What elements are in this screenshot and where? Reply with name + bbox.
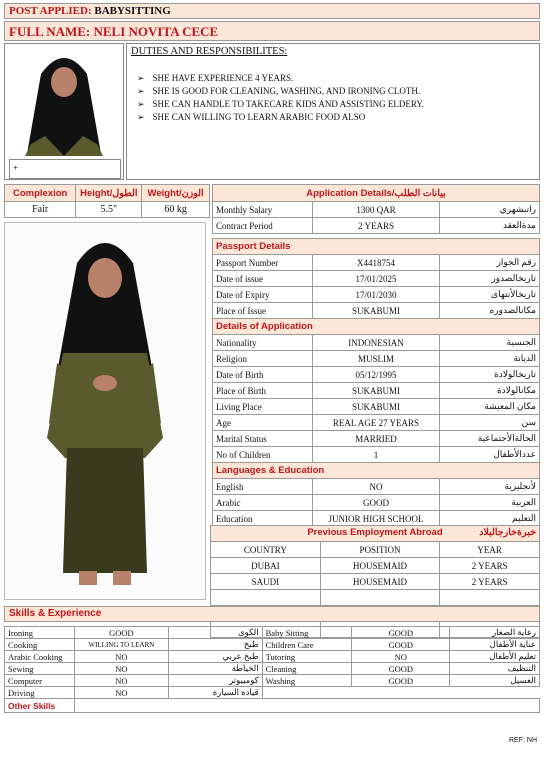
- weight-value: 60 kg: [142, 202, 210, 218]
- post-applied-bar: [4, 3, 540, 19]
- ref-footer: REF: NH: [509, 737, 537, 744]
- small-photo-frame: [4, 43, 124, 180]
- table-row: Passport Number X4418754 رقم الجواز: [213, 255, 540, 271]
- full-name-label: FULL NAME:: [9, 24, 91, 39]
- full-body-photo: [5, 223, 205, 599]
- full-name-bar: [4, 21, 540, 41]
- table-row: Nationality INDONESIAN الجنسية: [213, 335, 540, 351]
- table-row: [211, 590, 540, 606]
- table-row: DUBAI HOUSEMAID 2 YEARS: [211, 558, 540, 574]
- table-row: Sewing NO الخياطة Cleaning GOOD التنظيف: [5, 663, 540, 675]
- employment-table: Previous Employment Abroad خبرةخارجالبلاد COUNTRY POSITION YEAR DUBAI HOUSEMAID 2 YEARS SAUDI HOUSEMAID 2 YEARS: [210, 525, 540, 638]
- other-skills-label: Other Skills: [5, 699, 75, 713]
- height-header: Height/الطول: [76, 185, 142, 202]
- passport-table: [212, 238, 540, 319]
- duties-box: [126, 43, 540, 180]
- table-row: Ironing GOOD الكوى Baby Sitting GOOD رعاية الصغار: [5, 627, 540, 639]
- full-body-photo-frame: [4, 222, 206, 600]
- duties-list: [137, 72, 424, 124]
- details-title: Details of Application: [213, 319, 540, 335]
- table-row: Place of Birth SUKABUMI مكانالولادة: [213, 383, 540, 399]
- details-table: [212, 318, 540, 463]
- skills-table: [4, 626, 540, 713]
- skills-title-bar: [4, 606, 540, 622]
- table-row: Computer NO كومبيوتر Washing GOOD الغسيل: [5, 675, 540, 687]
- duty-item: ➢ SHE CAN WILLING TO LEARN ARABIC FOOD ALSO: [137, 112, 366, 122]
- table-row: Date of Birth 05/12/1995 تاريخالولادة: [213, 367, 540, 383]
- table-row: Place of Issue SUKABUMI مكانالصدوره: [213, 303, 540, 319]
- table-row: English NO لأنجليزية: [213, 479, 540, 495]
- small-photo-caption: +: [13, 163, 19, 173]
- table-row: Arabic Cooking NO طبخ عربي Tutoring NO تعليم الأطفال: [5, 651, 540, 663]
- weight-header: Weight/الوزن: [142, 185, 210, 202]
- height-value: 5.5": [76, 202, 142, 218]
- employment-title-arabic: خبرةخارجالبلاد: [479, 527, 536, 538]
- table-row: Monthly Salary 1300 QAR راتبشهري: [213, 202, 540, 218]
- table-row: Living Place SUKABUMI مكان المعيشة: [213, 399, 540, 415]
- post-applied-label: POST APPLIED:: [9, 5, 92, 17]
- small-photo: [5, 44, 123, 156]
- full-name-value: NELI NOVITA CECE: [93, 24, 219, 39]
- languages-table: [212, 462, 540, 527]
- table-row: Date of issue 17/01/2025 تاريخالصدور: [213, 271, 540, 287]
- table-row: No of Children 1 عددالأطفال: [213, 447, 540, 463]
- employment-title: Previous Employment Abroad: [307, 527, 443, 538]
- table-row: SAUDI HOUSEMAID 2 YEARS: [211, 574, 540, 590]
- table-row: Cooking WILLING TO LEARN طبخ Children Care GOOD عناية الأطفال: [5, 639, 540, 651]
- application-title: Application Details/بيانات الطلب: [213, 185, 540, 202]
- complexion-header: Complexion: [5, 185, 76, 202]
- duties-title: DUTIES AND RESPONSIBILITES:: [131, 46, 288, 57]
- table-row: Arabic GOOD العربية: [213, 495, 540, 511]
- languages-title: Languages & Education: [213, 463, 540, 479]
- table-row: Contract Period 2 YEARS مدةالعقد: [213, 218, 540, 234]
- table-row: Marital Status MARRIED الحالةالأجتماعية: [213, 431, 540, 447]
- table-row: Age REAL AGE 27 YEARS سن: [213, 415, 540, 431]
- post-applied-value: BABYSITTING: [94, 5, 171, 17]
- skills-title: Skills & Experience: [9, 608, 102, 619]
- table-row: Date of Expiry 17/01/2030 تاريخالأنتهاى: [213, 287, 540, 303]
- passport-title: Passport Details: [213, 239, 540, 255]
- table-row: Driving NO قيادة السيارة: [5, 687, 540, 699]
- physical-table: [4, 184, 210, 218]
- duty-item: ➢ SHE CAN HANDLE TO TAKECARE KIDS AND ASSISTING ELDERY.: [137, 99, 424, 109]
- duty-item: ➢ SHE IS GOOD FOR CLEANING, WASHING, AND IRONING CLOTH.: [137, 86, 421, 96]
- complexion-value: Fair: [5, 202, 76, 218]
- other-skills-row: [5, 699, 540, 713]
- table-row: Education JUNIOR HIGH SCHOOL التعليم: [213, 511, 540, 527]
- table-row: Religion MUSLIM الديانة: [213, 351, 540, 367]
- duty-item: ➢ SHE HAVE EXPERIENCE 4 YEARS.: [137, 73, 294, 83]
- application-table: [212, 184, 540, 234]
